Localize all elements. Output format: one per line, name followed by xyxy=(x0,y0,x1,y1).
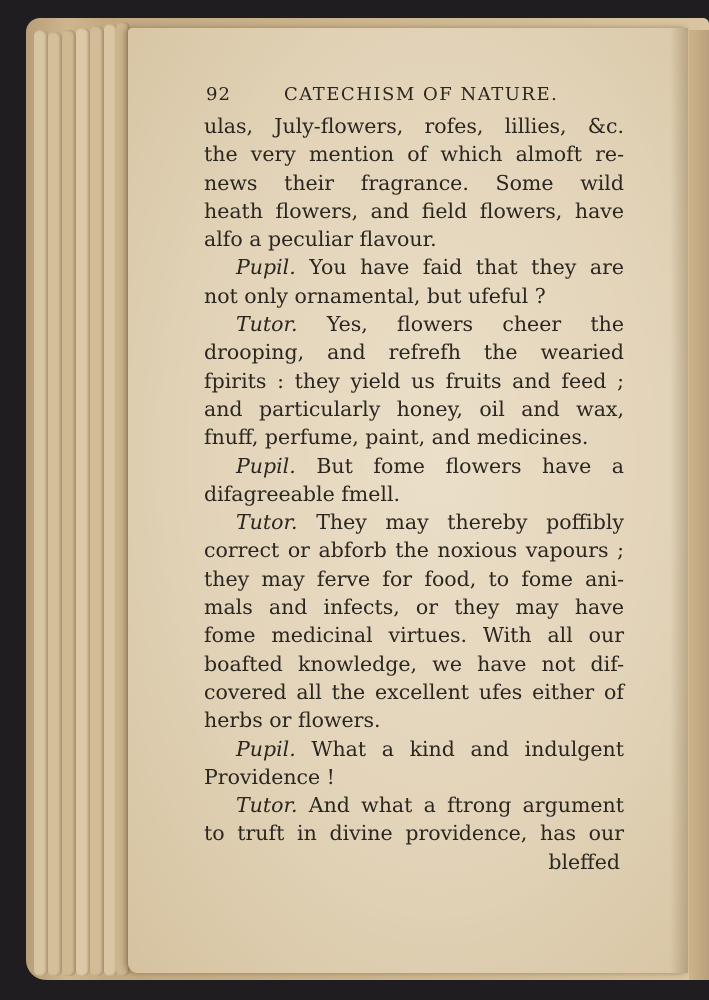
text-line xyxy=(204,112,624,140)
line-text: fome medicinal virtues. With all our xyxy=(204,623,624,648)
text-line xyxy=(204,819,624,847)
line-text: heath flowers, and field flowers, have xyxy=(204,198,624,223)
text-line xyxy=(204,480,624,508)
catchword-text: bleffed xyxy=(548,849,620,874)
text-line xyxy=(204,423,624,451)
line-text: They may thereby poffibly xyxy=(316,510,624,535)
text-line xyxy=(204,282,624,310)
line-text: ulas, July-flowers, rofes, lillies, &c. xyxy=(204,114,624,138)
speaker-label: Pupil. xyxy=(236,736,296,761)
line-text: And what a ftrong argument xyxy=(308,793,624,818)
line-text: What a kind and indulgent xyxy=(311,736,624,761)
line-text: drooping, and refrefh the wearied xyxy=(204,340,624,365)
line-text: mals and infects, or they may have xyxy=(204,595,624,620)
line-text: not only ornamental, but ufeful ? xyxy=(204,283,546,308)
text-line xyxy=(204,706,624,734)
text-line xyxy=(204,140,624,168)
line-text: difagreeable fmell. xyxy=(204,481,401,506)
text-line xyxy=(204,678,624,706)
page-number: 92 xyxy=(206,84,231,105)
page-text xyxy=(204,80,624,876)
line-text: they may ferve for food, to fome ani- xyxy=(204,566,624,591)
running-head: CATECHISM OF NATURE. xyxy=(284,84,559,105)
page-edge xyxy=(62,30,76,976)
line-text: news their fragrance. Some wild xyxy=(204,170,624,195)
text-line xyxy=(204,650,624,678)
page-header xyxy=(204,80,624,112)
line-text: But fome flowers have a xyxy=(316,453,624,478)
dialogue-line xyxy=(204,791,624,819)
page-edge xyxy=(90,26,104,976)
catchword xyxy=(204,848,624,876)
line-text: to truft in divine providence, has our xyxy=(204,821,624,846)
line-text: fpirits : they yield us fruits and feed ; xyxy=(204,368,624,393)
text-line xyxy=(204,338,624,366)
line-text: and particularly honey, oil and wax, xyxy=(204,396,624,421)
line-text: Providence ! xyxy=(204,764,335,789)
text-line xyxy=(204,593,624,621)
speaker-label: Tutor. xyxy=(236,510,298,535)
line-text: Yes, flowers cheer the xyxy=(326,312,624,337)
line-text: correct or abforb the noxious vapours ; xyxy=(204,538,624,563)
speaker-label: Tutor. xyxy=(236,793,298,818)
page-edge xyxy=(76,28,90,976)
speaker-label: Pupil. xyxy=(236,255,296,280)
facing-page-edge xyxy=(689,30,709,980)
dialogue-line xyxy=(204,253,624,281)
text-line xyxy=(204,197,624,225)
page-edge xyxy=(48,32,62,976)
text-line xyxy=(204,763,624,791)
dialogue-line xyxy=(204,508,624,536)
text-line xyxy=(204,621,624,649)
text-line xyxy=(204,367,624,395)
page-edge xyxy=(34,30,48,976)
line-text: You have faid that they are xyxy=(309,255,624,280)
text-line xyxy=(204,225,624,253)
line-text: boafted knowledge, we have not dif- xyxy=(204,651,624,676)
line-text: alfo a peculiar flavour. xyxy=(204,227,437,252)
dialogue-line xyxy=(204,735,624,763)
text-line xyxy=(204,565,624,593)
line-text: covered all the excellent ufes either of xyxy=(204,679,624,704)
line-text: the very mention of which almoft re- xyxy=(204,142,624,167)
line-text: fnuff, perfume, paint, and medicines. xyxy=(204,425,589,450)
dialogue-line xyxy=(204,310,624,338)
speaker-label: Pupil. xyxy=(236,453,296,478)
text-line xyxy=(204,395,624,423)
text-line xyxy=(204,536,624,564)
line-text: herbs or flowers. xyxy=(204,708,381,733)
text-line xyxy=(204,169,624,197)
speaker-label: Tutor. xyxy=(236,312,298,337)
dialogue-line xyxy=(204,452,624,480)
